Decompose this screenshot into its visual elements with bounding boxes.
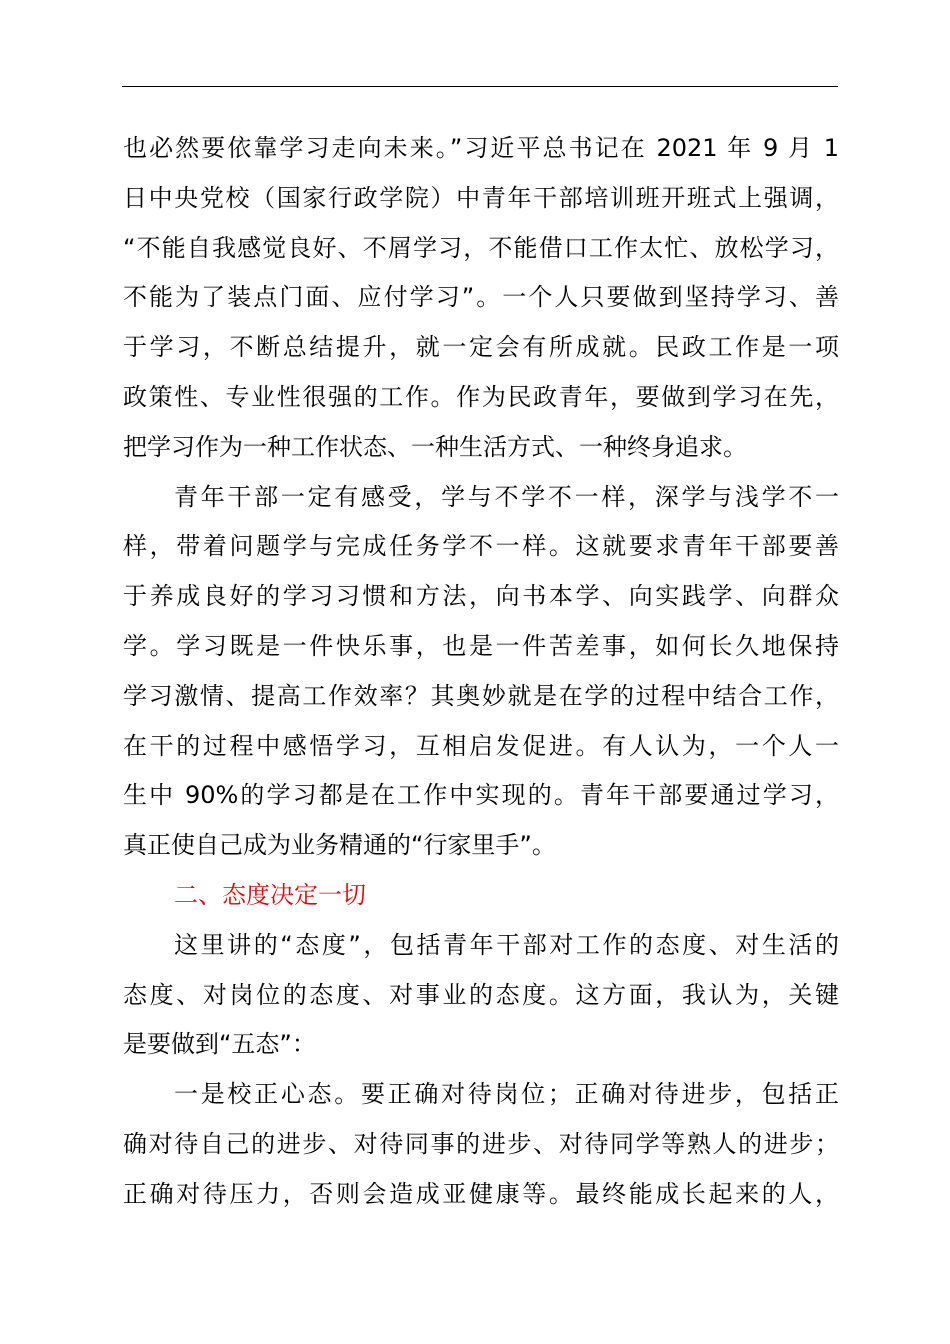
text-line: 真正使自己成为业务精通的“行家里手”。: [123, 831, 556, 860]
text-line: “不能自我感觉良好、不屑学习，不能借口工作太忙、放松学习，: [123, 233, 839, 262]
text-line: 生中 90%的学习都是在工作中实现的。青年干部要通过学习，: [123, 781, 839, 810]
text-line: 也必然要依靠学习走向未来。”习近平总书记在 2021 年 9 月 1: [123, 134, 839, 162]
text-line: 不能为了装点门面、应付学习”。一个人只要做到坚持学习、善: [123, 283, 839, 312]
text-line: 日中央党校（国家行政学院）中青年干部培训班开班式上强调，: [123, 183, 839, 212]
text-line: 青年干部一定有感受，学与不学不一样，深学与浅学不一: [174, 482, 839, 511]
text-line: 正确对待压力，否则会造成亚健康等。最终能成长起来的人，: [123, 1179, 839, 1208]
section-heading: [123, 871, 839, 921]
text-line: 在干的过程中感悟学习，互相启发促进。有人认为，一个人一: [123, 731, 839, 760]
text-line: 学。学习既是一件快乐事，也是一件苦差事，如何长久地保持: [123, 631, 839, 660]
text-line: 样，带着问题学与完成任务学不一样。这就要求青年干部要善: [123, 532, 839, 561]
paragraph-4: [123, 1070, 839, 1219]
text-line: 于学习，不断总结提升，就一定会有所成就。民政工作是一项: [123, 333, 839, 362]
text-line: 一是校正心态。要正确对待岗位；正确对待进步，包括正: [174, 1080, 839, 1109]
section-heading-text: 二、态度决定一切: [174, 880, 366, 909]
text-line: 于养成良好的学习习惯和方法，向书本学、向实践学、向群众: [123, 582, 839, 611]
text-line: 确对待自己的进步、对待同事的进步、对待同学等熟人的进步；: [123, 1129, 839, 1158]
text-line: 学习激情、提高工作效率？其奥妙就是在学的过程中结合工作，: [123, 681, 839, 710]
header-rule: [122, 86, 838, 87]
text-line: 政策性、专业性很强的工作。作为民政青年，要做到学习在先，: [123, 382, 839, 411]
text-line: 把学习作为一种工作状态、一种生活方式、一种终身追求。: [123, 432, 747, 461]
text-line: 态度、对岗位的态度、对事业的态度。这方面，我认为，关键: [123, 980, 839, 1009]
paragraph-3: [123, 921, 839, 1070]
text-line: 是要做到“五态”：: [123, 1030, 316, 1059]
paragraph-1: [123, 124, 839, 473]
text-line: 这里讲的“态度”，包括青年干部对工作的态度、对生活的: [174, 930, 839, 959]
document-body: [123, 124, 839, 1220]
paragraph-2: [123, 473, 839, 871]
